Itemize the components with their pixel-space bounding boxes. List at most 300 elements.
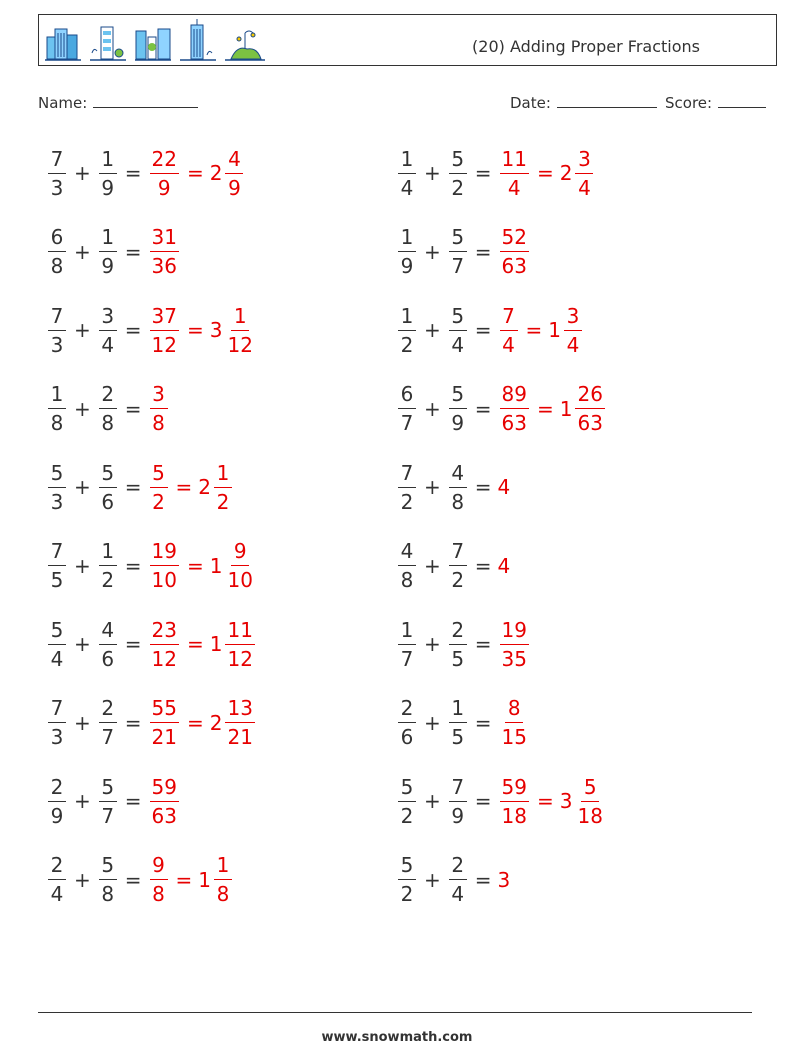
addend-fraction-numerator: 5 bbox=[449, 227, 467, 252]
addend-fraction bbox=[398, 384, 416, 433]
addend-fraction bbox=[398, 541, 416, 590]
problem-item bbox=[46, 771, 181, 831]
addend-fraction-denominator: 9 bbox=[451, 803, 465, 828]
mixed-fraction bbox=[214, 855, 232, 904]
addend-fraction-numerator: 7 bbox=[48, 149, 66, 174]
answer-fraction bbox=[150, 303, 179, 357]
addend-fraction-numerator: 2 bbox=[449, 620, 467, 645]
answer-fraction-numerator: 19 bbox=[500, 620, 529, 645]
answer-fraction-denominator: 15 bbox=[501, 725, 527, 749]
mixed-fraction-numerator: 5 bbox=[581, 777, 599, 802]
mixed-whole: 1 bbox=[209, 553, 223, 578]
addend-fraction-numerator: 1 bbox=[398, 306, 416, 331]
date-blank[interactable] bbox=[557, 93, 657, 108]
mixed-fraction-numerator: 1 bbox=[214, 855, 232, 880]
answer-fraction bbox=[500, 384, 529, 433]
score-field bbox=[665, 93, 766, 112]
answer-fraction bbox=[150, 146, 179, 200]
equals-sign: = bbox=[186, 318, 204, 342]
addend-fraction-numerator: 2 bbox=[99, 384, 117, 409]
answer-whole: 3 bbox=[497, 867, 511, 892]
addend-fraction bbox=[398, 460, 416, 514]
addend-fraction-denominator: 8 bbox=[50, 411, 64, 435]
addend-fraction-denominator: 2 bbox=[400, 332, 414, 357]
answer-fraction bbox=[150, 855, 168, 904]
answer bbox=[148, 460, 235, 514]
mixed-fraction-numerator: 3 bbox=[575, 149, 593, 174]
answer-fraction-denominator: 63 bbox=[501, 411, 527, 435]
addend-fraction-numerator: 1 bbox=[398, 620, 416, 645]
addend-fraction bbox=[99, 384, 117, 433]
score-blank[interactable] bbox=[718, 93, 766, 108]
answer-fraction-numerator: 55 bbox=[150, 698, 179, 723]
addend-fraction-numerator: 2 bbox=[99, 698, 117, 723]
problem-item bbox=[396, 771, 607, 831]
addend-fraction-denominator: 9 bbox=[400, 254, 414, 278]
problem-item bbox=[396, 379, 607, 439]
addend-fraction-denominator: 3 bbox=[50, 175, 64, 200]
footer-divider bbox=[38, 1012, 752, 1013]
mixed-whole: 3 bbox=[209, 318, 223, 342]
mixed-fraction-denominator: 10 bbox=[227, 568, 253, 592]
answer-fraction bbox=[150, 541, 179, 590]
addend-fraction-denominator: 9 bbox=[451, 411, 465, 435]
answer-fraction-denominator: 63 bbox=[151, 803, 177, 828]
addend-fraction-numerator: 7 bbox=[449, 777, 467, 802]
addend-fraction-numerator: 5 bbox=[398, 855, 416, 880]
addend-fraction bbox=[449, 855, 467, 904]
answer bbox=[148, 384, 170, 433]
addend-fraction-numerator: 5 bbox=[449, 149, 467, 174]
answer-fraction-numerator: 7 bbox=[500, 306, 518, 331]
addend-fraction bbox=[449, 303, 467, 357]
problem-item bbox=[46, 379, 170, 439]
addend-fraction bbox=[449, 541, 467, 590]
answer-fraction-denominator: 21 bbox=[151, 725, 177, 749]
equals-sign: = bbox=[474, 396, 492, 421]
tower-building-icon bbox=[90, 23, 126, 61]
addend-fraction-numerator: 4 bbox=[398, 541, 416, 566]
mixed-fraction-numerator: 26 bbox=[575, 384, 604, 409]
answer-fraction bbox=[500, 227, 529, 276]
addend-fraction-denominator: 2 bbox=[451, 568, 465, 592]
mixed-fraction bbox=[575, 146, 593, 200]
answer-fraction-numerator: 8 bbox=[505, 698, 523, 723]
plus-sign: + bbox=[74, 867, 91, 892]
answer-fraction-numerator: 19 bbox=[150, 541, 179, 566]
addend-fraction-denominator: 3 bbox=[50, 489, 64, 514]
addend-fraction bbox=[398, 774, 416, 828]
addend-fraction-denominator: 5 bbox=[451, 725, 465, 749]
answer bbox=[498, 554, 512, 578]
skyscraper-icon bbox=[180, 19, 216, 61]
answer-fraction-numerator: 37 bbox=[150, 306, 179, 331]
mixed-fraction bbox=[564, 303, 582, 357]
equals-sign: = bbox=[124, 867, 142, 892]
answer-fraction bbox=[500, 303, 518, 357]
addend-fraction-denominator: 4 bbox=[400, 175, 414, 200]
addend-fraction-denominator: 9 bbox=[101, 175, 115, 200]
addend-fraction-numerator: 5 bbox=[99, 463, 117, 488]
addend-fraction-numerator: 1 bbox=[398, 227, 416, 252]
date-field bbox=[510, 93, 657, 112]
addend-fraction-denominator: 7 bbox=[400, 646, 414, 671]
addend-fraction-numerator: 4 bbox=[99, 620, 117, 645]
mixed-fraction bbox=[214, 460, 232, 514]
problem-item bbox=[46, 536, 257, 596]
worksheet-header bbox=[38, 14, 777, 66]
mixed-fraction-denominator: 9 bbox=[228, 175, 241, 200]
equals-sign: = bbox=[124, 789, 142, 813]
addend-fraction bbox=[99, 227, 117, 276]
answer-fraction-denominator: 10 bbox=[151, 568, 177, 592]
addend-fraction-denominator: 7 bbox=[101, 803, 115, 828]
addend-fraction bbox=[398, 698, 416, 747]
addend-fraction-numerator: 5 bbox=[449, 384, 467, 409]
addend-fraction-denominator: 6 bbox=[400, 725, 414, 749]
answer bbox=[148, 855, 235, 904]
addend-fraction-denominator: 8 bbox=[451, 489, 465, 514]
addend-fraction bbox=[48, 227, 66, 276]
addend-fraction bbox=[48, 303, 66, 357]
addend-fraction-denominator: 3 bbox=[50, 725, 64, 749]
addend-fraction-denominator: 4 bbox=[50, 882, 64, 906]
addend-fraction-numerator: 5 bbox=[449, 306, 467, 331]
addend-fraction-numerator: 6 bbox=[48, 227, 66, 252]
plus-sign: + bbox=[74, 632, 91, 656]
addend-fraction bbox=[48, 146, 66, 200]
answer-fraction-numerator: 59 bbox=[500, 777, 529, 802]
mixed-whole: 1 bbox=[209, 632, 223, 656]
addend-fraction-denominator: 8 bbox=[50, 254, 64, 278]
addend-fraction bbox=[99, 460, 117, 514]
plus-sign: + bbox=[74, 161, 91, 185]
equals-sign: = bbox=[186, 161, 204, 185]
answer-fraction-denominator: 8 bbox=[152, 882, 165, 906]
answer-fraction bbox=[500, 774, 529, 828]
mixed-whole: 1 bbox=[548, 318, 562, 342]
problem-item bbox=[396, 143, 595, 203]
equals-sign: = bbox=[474, 710, 492, 735]
mixed-fraction bbox=[575, 384, 604, 433]
answer bbox=[148, 617, 257, 671]
addend-fraction-denominator: 2 bbox=[400, 803, 414, 828]
equals-sign: = bbox=[474, 867, 492, 892]
equals-sign: = bbox=[124, 161, 142, 185]
addend-fraction bbox=[398, 617, 416, 671]
answer-fraction-denominator: 8 bbox=[152, 411, 165, 435]
equals-sign: = bbox=[124, 553, 142, 578]
addend-fraction-denominator: 4 bbox=[101, 332, 115, 357]
addend-fraction-numerator: 1 bbox=[449, 698, 467, 723]
answer-fraction-numerator: 22 bbox=[150, 149, 179, 174]
plus-sign: + bbox=[424, 553, 441, 578]
date-label: Date: bbox=[510, 94, 551, 112]
park-icon bbox=[225, 27, 265, 61]
equals-sign: = bbox=[474, 553, 492, 578]
answer-fraction bbox=[500, 617, 529, 671]
addend-fraction-numerator: 1 bbox=[48, 384, 66, 409]
answer-fraction-numerator: 5 bbox=[150, 463, 168, 488]
addend-fraction bbox=[398, 146, 416, 200]
answer-fraction-denominator: 35 bbox=[501, 646, 527, 671]
answer-fraction bbox=[500, 146, 529, 200]
answer-fraction-numerator: 89 bbox=[500, 384, 529, 409]
name-field bbox=[38, 93, 198, 112]
addend-fraction bbox=[48, 855, 66, 904]
equals-sign: = bbox=[175, 475, 193, 499]
addend-fraction-denominator: 2 bbox=[400, 882, 414, 906]
addend-fraction-numerator: 2 bbox=[398, 698, 416, 723]
addend-fraction-denominator: 4 bbox=[451, 882, 465, 906]
addend-fraction bbox=[48, 774, 66, 828]
answer bbox=[148, 774, 181, 828]
plus-sign: + bbox=[74, 318, 91, 342]
answer-fraction-numerator: 23 bbox=[150, 620, 179, 645]
addend-fraction-denominator: 2 bbox=[101, 568, 115, 592]
addend-fraction-numerator: 2 bbox=[449, 855, 467, 880]
mixed-whole: 2 bbox=[559, 161, 573, 185]
addend-fraction-denominator: 9 bbox=[101, 254, 115, 278]
answer-fraction-denominator: 2 bbox=[152, 489, 165, 514]
mixed-fraction-denominator: 2 bbox=[216, 489, 230, 514]
equals-sign: = bbox=[474, 161, 492, 185]
problem-item bbox=[396, 457, 511, 517]
equals-sign: = bbox=[474, 318, 492, 342]
problem-item bbox=[46, 143, 245, 203]
addend-fraction-denominator: 4 bbox=[50, 646, 64, 671]
addend-fraction-numerator: 7 bbox=[48, 698, 66, 723]
addend-fraction-denominator: 8 bbox=[101, 411, 115, 435]
equals-sign: = bbox=[186, 553, 204, 578]
answer bbox=[498, 617, 531, 671]
equals-sign: = bbox=[186, 632, 204, 656]
answer-fraction-denominator: 63 bbox=[501, 254, 527, 278]
addend-fraction bbox=[449, 617, 467, 671]
answer bbox=[148, 303, 257, 357]
plus-sign: + bbox=[74, 475, 91, 499]
equals-sign: = bbox=[474, 789, 492, 813]
mixed-whole: 3 bbox=[559, 789, 573, 813]
plus-sign: + bbox=[74, 239, 91, 264]
plus-sign: + bbox=[74, 789, 91, 813]
addend-fraction bbox=[99, 698, 117, 747]
addend-fraction bbox=[398, 303, 416, 357]
problem-item bbox=[396, 850, 511, 910]
equals-sign: = bbox=[474, 239, 492, 264]
addend-fraction-numerator: 5 bbox=[99, 777, 117, 802]
mixed-fraction-numerator: 11 bbox=[225, 620, 254, 645]
addend-fraction-denominator: 9 bbox=[50, 803, 64, 828]
header-icons bbox=[45, 21, 265, 61]
addend-fraction bbox=[449, 460, 467, 514]
addend-fraction-denominator: 7 bbox=[400, 411, 414, 435]
answer-fraction-numerator: 11 bbox=[500, 149, 529, 174]
answer-fraction-numerator: 52 bbox=[500, 227, 529, 252]
name-blank[interactable] bbox=[93, 93, 198, 108]
plus-sign: + bbox=[424, 396, 441, 421]
answer-fraction-numerator: 3 bbox=[150, 384, 168, 409]
addend-fraction-denominator: 8 bbox=[101, 882, 115, 906]
equals-sign: = bbox=[124, 710, 142, 735]
plus-sign: + bbox=[424, 632, 441, 656]
plus-sign: + bbox=[424, 710, 441, 735]
mixed-fraction-numerator: 3 bbox=[564, 306, 582, 331]
answer-fraction-denominator: 9 bbox=[157, 175, 171, 200]
addend-fraction-denominator: 6 bbox=[101, 646, 115, 671]
answer-fraction-denominator: 18 bbox=[501, 803, 527, 828]
mixed-fraction-denominator: 21 bbox=[227, 725, 253, 749]
addend-fraction bbox=[99, 855, 117, 904]
addend-fraction-numerator: 5 bbox=[48, 463, 66, 488]
mixed-whole: 1 bbox=[559, 396, 573, 421]
equals-sign: = bbox=[186, 710, 204, 735]
addend-fraction bbox=[449, 227, 467, 276]
addend-fraction bbox=[449, 698, 467, 747]
equals-sign: = bbox=[474, 632, 492, 656]
equals-sign: = bbox=[536, 161, 554, 185]
plus-sign: + bbox=[424, 789, 441, 813]
city-buildings-icon bbox=[135, 25, 171, 61]
answer bbox=[498, 868, 512, 892]
addend-fraction bbox=[48, 698, 66, 747]
plus-sign: + bbox=[74, 553, 91, 578]
answer bbox=[498, 227, 531, 276]
equals-sign: = bbox=[124, 475, 142, 499]
addend-fraction bbox=[99, 146, 117, 200]
answer-fraction-numerator: 31 bbox=[150, 227, 179, 252]
equals-sign: = bbox=[124, 239, 142, 264]
addend-fraction-denominator: 4 bbox=[451, 332, 465, 357]
addend-fraction bbox=[398, 227, 416, 276]
addend-fraction-numerator: 5 bbox=[99, 855, 117, 880]
answer-fraction bbox=[150, 460, 168, 514]
equals-sign: = bbox=[124, 632, 142, 656]
answer-whole: 4 bbox=[497, 475, 511, 499]
addend-fraction-denominator: 2 bbox=[451, 175, 465, 200]
addend-fraction-denominator: 8 bbox=[400, 568, 414, 592]
mixed-fraction-denominator: 12 bbox=[227, 646, 253, 671]
answer-fraction bbox=[150, 617, 179, 671]
problem-item bbox=[46, 300, 257, 360]
mixed-fraction-numerator: 1 bbox=[231, 306, 249, 331]
name-label: Name: bbox=[38, 94, 88, 112]
mixed-whole: 2 bbox=[209, 710, 223, 735]
addend-fraction bbox=[449, 384, 467, 433]
mixed-fraction bbox=[225, 541, 254, 590]
answer-fraction-denominator: 12 bbox=[151, 646, 177, 671]
mixed-fraction-denominator: 12 bbox=[227, 332, 253, 357]
answer-fraction-denominator: 12 bbox=[151, 332, 177, 357]
equals-sign: = bbox=[474, 475, 492, 499]
mixed-fraction-denominator: 4 bbox=[566, 332, 580, 357]
mixed-whole: 2 bbox=[209, 161, 223, 185]
mixed-whole: 1 bbox=[198, 867, 212, 892]
addend-fraction-denominator: 7 bbox=[101, 725, 115, 749]
plus-sign: + bbox=[424, 475, 441, 499]
answer bbox=[148, 146, 246, 200]
addend-fraction-numerator: 1 bbox=[99, 227, 117, 252]
addend-fraction-numerator: 3 bbox=[99, 306, 117, 331]
answer-fraction bbox=[150, 774, 179, 828]
problem-item bbox=[46, 457, 234, 517]
plus-sign: + bbox=[74, 396, 91, 421]
mixed-fraction bbox=[225, 146, 243, 200]
mixed-fraction-numerator: 1 bbox=[214, 463, 232, 488]
addend-fraction bbox=[99, 774, 117, 828]
mixed-fraction-denominator: 18 bbox=[577, 803, 603, 828]
mixed-fraction bbox=[225, 303, 254, 357]
plus-sign: + bbox=[424, 239, 441, 264]
answer bbox=[498, 698, 531, 747]
answer-fraction bbox=[150, 698, 179, 747]
problem-item bbox=[46, 222, 181, 282]
score-label: Score: bbox=[665, 94, 713, 112]
addend-fraction-numerator: 7 bbox=[398, 463, 416, 488]
answer-fraction-denominator: 4 bbox=[502, 332, 515, 357]
addend-fraction-numerator: 1 bbox=[398, 149, 416, 174]
addend-fraction-denominator: 7 bbox=[451, 254, 465, 278]
footer-url: www.snowmath.com bbox=[321, 1030, 473, 1045]
mixed-fraction-numerator: 13 bbox=[225, 698, 254, 723]
answer bbox=[148, 541, 257, 590]
mixed-fraction-denominator: 4 bbox=[578, 175, 591, 200]
addend-fraction bbox=[449, 774, 467, 828]
answer-fraction-denominator: 36 bbox=[151, 254, 177, 278]
addend-fraction bbox=[48, 617, 66, 671]
plus-sign: + bbox=[74, 710, 91, 735]
addend-fraction-numerator: 4 bbox=[449, 463, 467, 488]
answer-fraction bbox=[150, 384, 168, 433]
answer-fraction bbox=[150, 227, 179, 276]
answer bbox=[498, 774, 607, 828]
office-building-icon bbox=[45, 27, 81, 61]
problem-item bbox=[46, 693, 257, 753]
addend-fraction-numerator: 6 bbox=[398, 384, 416, 409]
mixed-fraction bbox=[225, 617, 254, 671]
addend-fraction bbox=[398, 855, 416, 904]
problem-item bbox=[396, 222, 531, 282]
problem-item bbox=[46, 850, 234, 910]
answer-whole: 4 bbox=[497, 553, 511, 578]
addend-fraction-numerator: 5 bbox=[398, 777, 416, 802]
answer-fraction bbox=[500, 698, 529, 747]
addend-fraction-numerator: 2 bbox=[48, 777, 66, 802]
addend-fraction bbox=[99, 541, 117, 590]
plus-sign: + bbox=[424, 318, 441, 342]
problem-item bbox=[396, 693, 531, 753]
addend-fraction bbox=[48, 460, 66, 514]
addend-fraction bbox=[99, 617, 117, 671]
mixed-fraction-numerator: 9 bbox=[231, 541, 249, 566]
worksheet-title: (20) Adding Proper Fractions bbox=[472, 37, 700, 56]
addend-fraction-numerator: 5 bbox=[48, 620, 66, 645]
mixed-fraction-denominator: 8 bbox=[216, 882, 230, 906]
answer-fraction-numerator: 59 bbox=[150, 777, 179, 802]
equals-sign: = bbox=[175, 867, 193, 892]
answer-fraction-numerator: 9 bbox=[150, 855, 168, 880]
equals-sign: = bbox=[536, 789, 554, 813]
addend-fraction-numerator: 7 bbox=[48, 541, 66, 566]
answer bbox=[498, 384, 607, 433]
mixed-fraction bbox=[225, 698, 254, 747]
plus-sign: + bbox=[424, 867, 441, 892]
addend-fraction-numerator: 1 bbox=[99, 541, 117, 566]
plus-sign: + bbox=[424, 161, 441, 185]
equals-sign: = bbox=[124, 318, 142, 342]
answer-fraction-denominator: 4 bbox=[507, 175, 521, 200]
addend-fraction-denominator: 3 bbox=[50, 332, 64, 357]
